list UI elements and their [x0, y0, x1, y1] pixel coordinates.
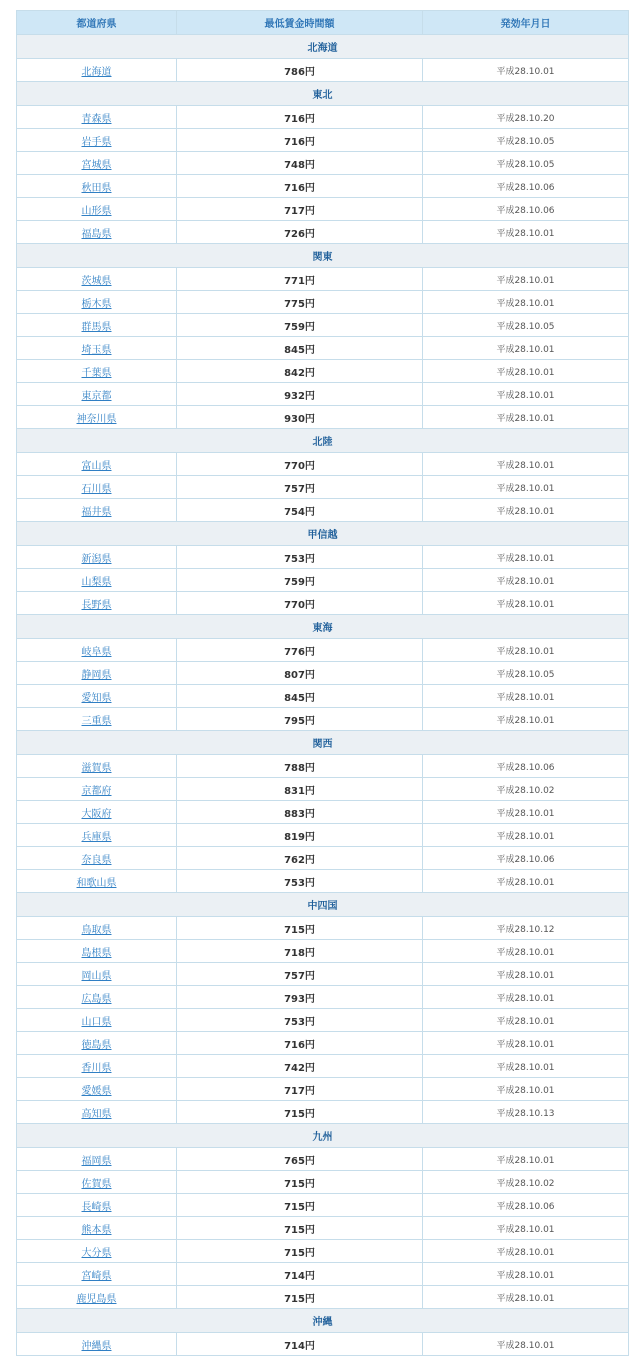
prefecture-link[interactable]: 石川県 — [81, 483, 112, 495]
min-wage-cell: 754円 — [177, 499, 423, 522]
region-header-row — [17, 1124, 629, 1148]
min-wage-cell: 714円 — [177, 1333, 423, 1356]
region-header-row — [17, 429, 629, 453]
min-wage-cell: 716円 — [177, 1032, 423, 1055]
table-row — [17, 755, 629, 778]
table-row — [17, 476, 629, 499]
prefecture-link[interactable]: 千葉県 — [81, 367, 112, 379]
min-wage-cell: 753円 — [177, 546, 423, 569]
prefecture-cell — [17, 824, 177, 847]
effective-date-cell: 平成28.10.01 — [423, 708, 629, 731]
prefecture-cell — [17, 778, 177, 801]
minimum-wage-table — [16, 10, 629, 1356]
table-row — [17, 59, 629, 82]
prefecture-link[interactable]: 長崎県 — [81, 1201, 112, 1213]
effective-date-cell: 平成28.10.01 — [423, 406, 629, 429]
min-wage-cell: 845円 — [177, 685, 423, 708]
region-header-row — [17, 893, 629, 917]
prefecture-cell — [17, 917, 177, 940]
prefecture-link[interactable]: 山形県 — [81, 205, 112, 217]
prefecture-cell — [17, 662, 177, 685]
prefecture-link[interactable]: 静岡県 — [81, 669, 112, 681]
prefecture-cell — [17, 870, 177, 893]
prefecture-cell — [17, 499, 177, 522]
min-wage-cell: 765円 — [177, 1148, 423, 1171]
table-row — [17, 1032, 629, 1055]
min-wage-cell: 759円 — [177, 569, 423, 592]
prefecture-cell — [17, 152, 177, 175]
header-effective-date: 発効年月日 — [423, 11, 629, 35]
region-header-row — [17, 35, 629, 59]
min-wage-cell: 714円 — [177, 1263, 423, 1286]
min-wage-cell: 715円 — [177, 917, 423, 940]
prefecture-cell — [17, 685, 177, 708]
prefecture-link[interactable]: 宮城県 — [81, 159, 112, 171]
min-wage-cell: 930円 — [177, 406, 423, 429]
prefecture-link[interactable]: 大分県 — [81, 1247, 112, 1259]
prefecture-link[interactable]: 宮崎県 — [81, 1270, 112, 1282]
prefecture-cell — [17, 1055, 177, 1078]
table-row — [17, 1171, 629, 1194]
prefecture-link[interactable]: 大阪府 — [81, 808, 112, 820]
prefecture-cell — [17, 801, 177, 824]
min-wage-cell: 742円 — [177, 1055, 423, 1078]
min-wage-cell: 788円 — [177, 755, 423, 778]
min-wage-cell: 715円 — [177, 1240, 423, 1263]
prefecture-link[interactable]: 福島県 — [81, 228, 112, 240]
effective-date-cell: 平成28.10.01 — [423, 59, 629, 82]
region-name: 中四国 — [17, 893, 629, 917]
table-row — [17, 1078, 629, 1101]
min-wage-cell: 748円 — [177, 152, 423, 175]
min-wage-cell: 776円 — [177, 639, 423, 662]
effective-date-cell: 平成28.10.01 — [423, 685, 629, 708]
prefecture-cell — [17, 383, 177, 406]
region-name: 関東 — [17, 244, 629, 268]
effective-date-cell: 平成28.10.01 — [423, 499, 629, 522]
effective-date-cell: 平成28.10.01 — [423, 1240, 629, 1263]
prefecture-cell — [17, 175, 177, 198]
prefecture-link[interactable]: 新潟県 — [81, 553, 112, 565]
region-header-row — [17, 82, 629, 106]
table-row — [17, 1240, 629, 1263]
prefecture-cell — [17, 1009, 177, 1032]
prefecture-link[interactable]: 山口県 — [81, 1016, 112, 1028]
effective-date-cell: 平成28.10.01 — [423, 337, 629, 360]
prefecture-link[interactable]: 秋田県 — [81, 182, 112, 194]
min-wage-cell: 753円 — [177, 1009, 423, 1032]
effective-date-cell: 平成28.10.12 — [423, 917, 629, 940]
prefecture-link[interactable]: 熊本県 — [81, 1224, 112, 1236]
table-row — [17, 940, 629, 963]
table-row — [17, 1101, 629, 1124]
prefecture-link[interactable]: 奈良県 — [81, 854, 112, 866]
prefecture-link[interactable]: 神奈川県 — [76, 413, 117, 425]
effective-date-cell: 平成28.10.01 — [423, 870, 629, 893]
table-row — [17, 1055, 629, 1078]
min-wage-cell: 715円 — [177, 1286, 423, 1309]
table-row — [17, 569, 629, 592]
prefecture-link[interactable]: 香川県 — [81, 1062, 112, 1074]
table-row — [17, 453, 629, 476]
prefecture-cell — [17, 1194, 177, 1217]
effective-date-cell: 平成28.10.01 — [423, 592, 629, 615]
effective-date-cell: 平成28.10.01 — [423, 801, 629, 824]
prefecture-link[interactable]: 茨城県 — [81, 275, 112, 287]
min-wage-cell: 842円 — [177, 360, 423, 383]
min-wage-cell: 757円 — [177, 476, 423, 499]
table-row — [17, 1009, 629, 1032]
effective-date-cell: 平成28.10.01 — [423, 1078, 629, 1101]
effective-date-cell: 平成28.10.01 — [423, 1032, 629, 1055]
prefecture-link[interactable]: 青森県 — [81, 113, 112, 125]
prefecture-cell — [17, 1240, 177, 1263]
min-wage-cell: 717円 — [177, 198, 423, 221]
prefecture-link[interactable]: 群馬県 — [81, 321, 112, 333]
prefecture-cell — [17, 129, 177, 152]
region-name: 北海道 — [17, 35, 629, 59]
table-row — [17, 314, 629, 337]
prefecture-link[interactable]: 島根県 — [81, 947, 112, 959]
effective-date-cell: 平成28.10.01 — [423, 986, 629, 1009]
min-wage-cell: 807円 — [177, 662, 423, 685]
prefecture-link[interactable]: 福井県 — [81, 506, 112, 518]
prefecture-link[interactable]: 鳥取県 — [81, 924, 112, 936]
table-row — [17, 778, 629, 801]
effective-date-cell: 平成28.10.01 — [423, 268, 629, 291]
min-wage-cell: 883円 — [177, 801, 423, 824]
prefecture-cell — [17, 360, 177, 383]
table-row — [17, 986, 629, 1009]
prefecture-link[interactable]: 東京都 — [81, 390, 112, 402]
prefecture-cell — [17, 1148, 177, 1171]
header-min-wage: 最低賃金時間額 — [177, 11, 423, 35]
prefecture-cell — [17, 1286, 177, 1309]
effective-date-cell: 平成28.10.06 — [423, 755, 629, 778]
prefecture-link[interactable]: 京都府 — [81, 785, 112, 797]
effective-date-cell: 平成28.10.01 — [423, 569, 629, 592]
prefecture-cell — [17, 592, 177, 615]
prefecture-link[interactable]: 佐賀県 — [81, 1178, 112, 1190]
table-row — [17, 708, 629, 731]
table-row — [17, 870, 629, 893]
min-wage-cell: 793円 — [177, 986, 423, 1009]
table-row — [17, 1217, 629, 1240]
prefecture-cell — [17, 546, 177, 569]
min-wage-cell: 715円 — [177, 1101, 423, 1124]
table-row — [17, 801, 629, 824]
effective-date-cell: 平成28.10.01 — [423, 221, 629, 244]
table-row — [17, 106, 629, 129]
region-name: 関西 — [17, 731, 629, 755]
min-wage-cell: 715円 — [177, 1217, 423, 1240]
prefecture-link[interactable]: 兵庫県 — [81, 831, 112, 843]
effective-date-cell: 平成28.10.05 — [423, 152, 629, 175]
prefecture-link[interactable]: 和歌山県 — [76, 877, 117, 889]
prefecture-link[interactable]: 鹿児島県 — [76, 1293, 117, 1305]
min-wage-cell: 770円 — [177, 453, 423, 476]
prefecture-link[interactable]: 徳島県 — [81, 1039, 112, 1051]
region-name: 甲信越 — [17, 522, 629, 546]
region-name: 北陸 — [17, 429, 629, 453]
effective-date-cell: 平成28.10.05 — [423, 129, 629, 152]
prefecture-link[interactable]: 高知県 — [81, 1108, 112, 1120]
min-wage-cell: 770円 — [177, 592, 423, 615]
effective-date-cell: 平成28.10.01 — [423, 1286, 629, 1309]
prefecture-cell — [17, 314, 177, 337]
table-row — [17, 152, 629, 175]
table-row — [17, 268, 629, 291]
effective-date-cell: 平成28.10.06 — [423, 175, 629, 198]
region-header-row — [17, 731, 629, 755]
prefecture-cell — [17, 1032, 177, 1055]
min-wage-cell: 715円 — [177, 1194, 423, 1217]
effective-date-cell: 平成28.10.01 — [423, 940, 629, 963]
min-wage-cell: 717円 — [177, 1078, 423, 1101]
table-row — [17, 406, 629, 429]
effective-date-cell: 平成28.10.20 — [423, 106, 629, 129]
prefecture-link[interactable]: 岡山県 — [81, 970, 112, 982]
prefecture-link[interactable]: 広島県 — [81, 993, 112, 1005]
effective-date-cell: 平成28.10.01 — [423, 360, 629, 383]
prefecture-cell — [17, 453, 177, 476]
table-row — [17, 337, 629, 360]
table-row — [17, 1286, 629, 1309]
effective-date-cell: 平成28.10.01 — [423, 291, 629, 314]
prefecture-cell — [17, 106, 177, 129]
min-wage-cell: 819円 — [177, 824, 423, 847]
min-wage-cell: 932円 — [177, 383, 423, 406]
region-name: 東北 — [17, 82, 629, 106]
table-row — [17, 175, 629, 198]
prefecture-link[interactable]: 栃木県 — [81, 298, 112, 310]
prefecture-cell — [17, 291, 177, 314]
prefecture-cell — [17, 476, 177, 499]
effective-date-cell: 平成28.10.06 — [423, 847, 629, 870]
min-wage-cell: 771円 — [177, 268, 423, 291]
prefecture-link[interactable]: 埼玉県 — [81, 344, 112, 356]
min-wage-cell: 831円 — [177, 778, 423, 801]
prefecture-cell — [17, 986, 177, 1009]
region-name: 東海 — [17, 615, 629, 639]
min-wage-cell: 716円 — [177, 175, 423, 198]
prefecture-cell — [17, 1333, 177, 1356]
header-row — [17, 11, 629, 35]
prefecture-cell — [17, 221, 177, 244]
prefecture-cell — [17, 639, 177, 662]
effective-date-cell: 平成28.10.01 — [423, 639, 629, 662]
effective-date-cell: 平成28.10.01 — [423, 1009, 629, 1032]
table-row — [17, 129, 629, 152]
effective-date-cell: 平成28.10.01 — [423, 1333, 629, 1356]
prefecture-cell — [17, 406, 177, 429]
table-header — [17, 11, 629, 35]
min-wage-cell: 759円 — [177, 314, 423, 337]
table-row — [17, 546, 629, 569]
min-wage-cell: 762円 — [177, 847, 423, 870]
table-row — [17, 917, 629, 940]
table-row — [17, 963, 629, 986]
min-wage-cell: 757円 — [177, 963, 423, 986]
table-row — [17, 662, 629, 685]
effective-date-cell: 平成28.10.01 — [423, 963, 629, 986]
table-row — [17, 198, 629, 221]
prefecture-cell — [17, 569, 177, 592]
effective-date-cell: 平成28.10.06 — [423, 198, 629, 221]
effective-date-cell: 平成28.10.02 — [423, 778, 629, 801]
table-body — [17, 35, 629, 1356]
effective-date-cell: 平成28.10.01 — [423, 383, 629, 406]
prefecture-cell — [17, 755, 177, 778]
min-wage-cell: 726円 — [177, 221, 423, 244]
region-name: 沖縄 — [17, 1309, 629, 1333]
prefecture-cell — [17, 59, 177, 82]
min-wage-cell: 795円 — [177, 708, 423, 731]
table-row — [17, 1194, 629, 1217]
table-row — [17, 360, 629, 383]
min-wage-cell: 786円 — [177, 59, 423, 82]
min-wage-cell: 716円 — [177, 106, 423, 129]
prefecture-link[interactable]: 北海道 — [81, 66, 112, 78]
min-wage-cell: 715円 — [177, 1171, 423, 1194]
prefecture-cell — [17, 268, 177, 291]
prefecture-cell — [17, 337, 177, 360]
effective-date-cell: 平成28.10.02 — [423, 1171, 629, 1194]
min-wage-cell: 845円 — [177, 337, 423, 360]
table-row — [17, 1148, 629, 1171]
prefecture-link[interactable]: 富山県 — [81, 460, 112, 472]
min-wage-cell: 775円 — [177, 291, 423, 314]
header-prefecture: 都道府県 — [17, 11, 177, 35]
prefecture-cell — [17, 963, 177, 986]
effective-date-cell: 平成28.10.01 — [423, 1148, 629, 1171]
effective-date-cell: 平成28.10.06 — [423, 1194, 629, 1217]
effective-date-cell: 平成28.10.01 — [423, 546, 629, 569]
prefecture-cell — [17, 1217, 177, 1240]
table-row — [17, 1333, 629, 1356]
effective-date-cell: 平成28.10.05 — [423, 314, 629, 337]
table-row — [17, 847, 629, 870]
region-name: 九州 — [17, 1124, 629, 1148]
prefecture-cell — [17, 708, 177, 731]
prefecture-link[interactable]: 滋賀県 — [81, 762, 112, 774]
effective-date-cell: 平成28.10.13 — [423, 1101, 629, 1124]
min-wage-cell: 716円 — [177, 129, 423, 152]
prefecture-link[interactable]: 岐阜県 — [81, 646, 112, 658]
table-row — [17, 592, 629, 615]
wage-table-container — [16, 10, 628, 1356]
prefecture-cell — [17, 1101, 177, 1124]
prefecture-link[interactable]: 山梨県 — [81, 576, 112, 588]
prefecture-link[interactable]: 愛知県 — [81, 692, 112, 704]
table-row — [17, 221, 629, 244]
effective-date-cell: 平成28.10.05 — [423, 662, 629, 685]
prefecture-cell — [17, 847, 177, 870]
effective-date-cell: 平成28.10.01 — [423, 1055, 629, 1078]
prefecture-cell — [17, 1078, 177, 1101]
table-row — [17, 685, 629, 708]
min-wage-cell: 718円 — [177, 940, 423, 963]
region-header-row — [17, 615, 629, 639]
prefecture-cell — [17, 198, 177, 221]
effective-date-cell: 平成28.10.01 — [423, 1217, 629, 1240]
region-header-row — [17, 522, 629, 546]
prefecture-link[interactable]: 愛媛県 — [81, 1085, 112, 1097]
prefecture-link[interactable]: 岩手県 — [81, 136, 112, 148]
prefecture-cell — [17, 940, 177, 963]
table-row — [17, 824, 629, 847]
table-row — [17, 499, 629, 522]
prefecture-link[interactable]: 長野県 — [81, 599, 112, 611]
table-row — [17, 1263, 629, 1286]
effective-date-cell: 平成28.10.01 — [423, 1263, 629, 1286]
prefecture-cell — [17, 1263, 177, 1286]
prefecture-cell — [17, 1171, 177, 1194]
effective-date-cell: 平成28.10.01 — [423, 453, 629, 476]
prefecture-link[interactable]: 三重県 — [81, 715, 112, 727]
region-header-row — [17, 1309, 629, 1333]
prefecture-link[interactable]: 沖縄県 — [81, 1340, 112, 1352]
table-row — [17, 291, 629, 314]
table-row — [17, 383, 629, 406]
effective-date-cell: 平成28.10.01 — [423, 476, 629, 499]
min-wage-cell: 753円 — [177, 870, 423, 893]
prefecture-link[interactable]: 福岡県 — [81, 1155, 112, 1167]
region-header-row — [17, 244, 629, 268]
effective-date-cell: 平成28.10.01 — [423, 824, 629, 847]
table-row — [17, 639, 629, 662]
